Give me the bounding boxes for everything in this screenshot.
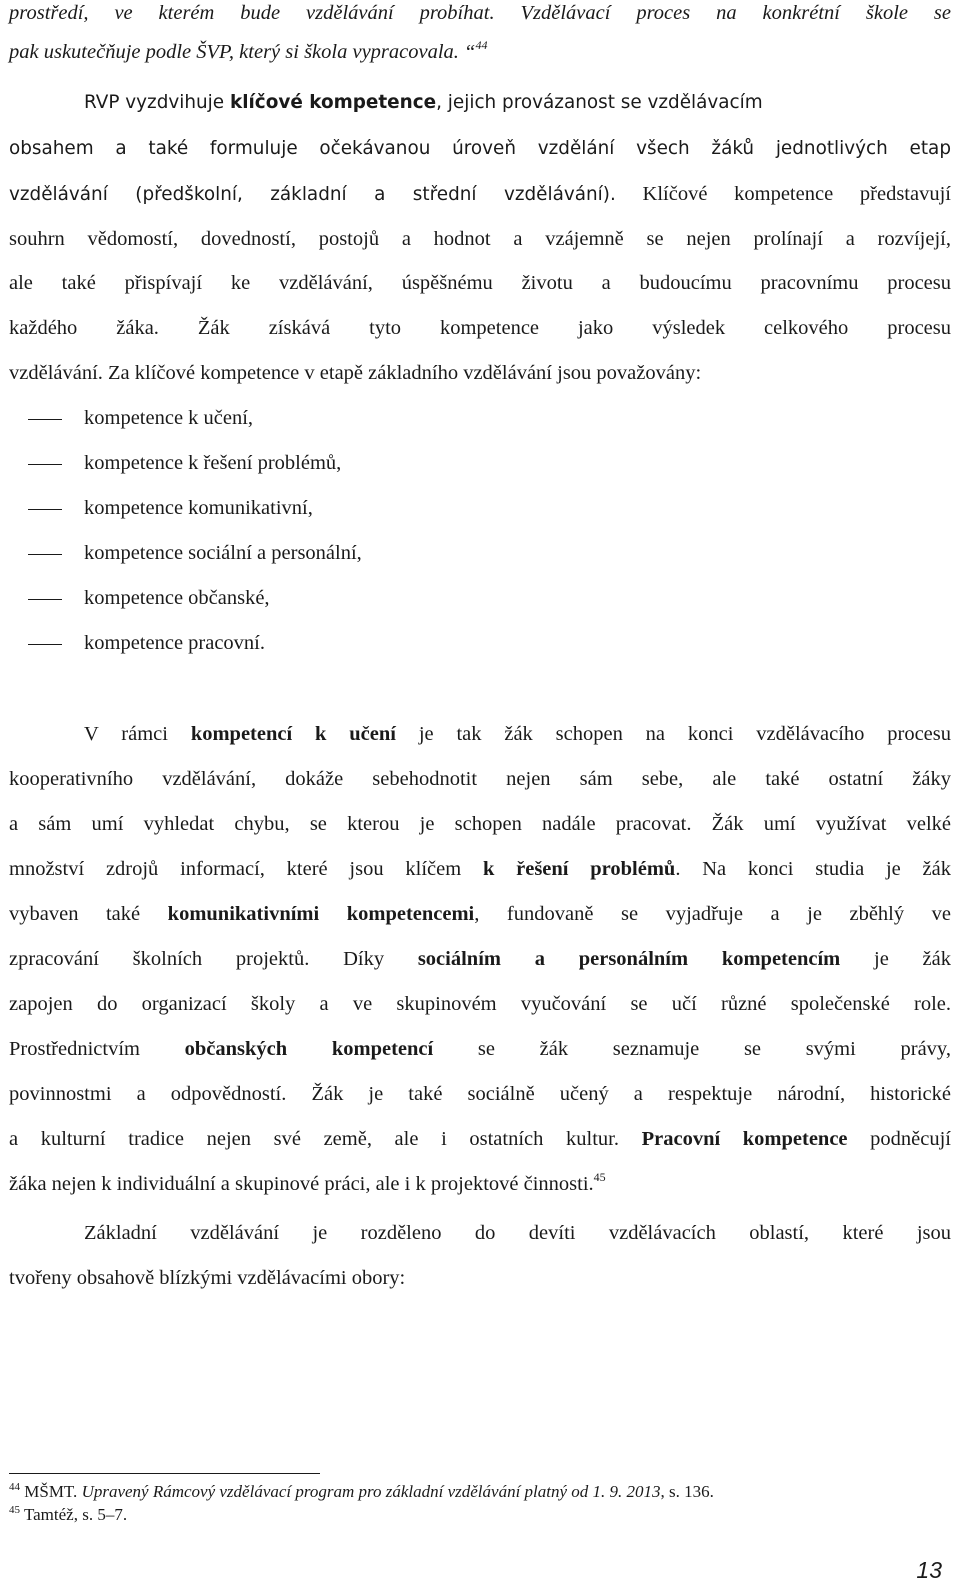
list-item: kompetence k učení, xyxy=(84,407,254,429)
text-line: pak uskutečňuje podle ŠVP, který si škola vypracovala. “$^{44}$ xyxy=(9,38,488,63)
text-line: tvořeny obsahově blízkými vzdělávacími obory: xyxy=(9,1267,406,1289)
footnote: $^{45}$ Tamtéž, s. 5–7. xyxy=(9,1504,128,1524)
text-line: kooperativního vzdělávání, dokáže sebehodnotit nejen sám sebe, ale také ostatní žáky xyxy=(9,768,951,790)
text-line: souhrn vědomostí, dovedností, postojů a hodnot a vzájemně se nejen prolínají a rozvíjejí, xyxy=(9,228,951,250)
list-dash xyxy=(28,599,62,600)
footnote: $^{44}$ MŠMT. Upravený Rámcový vzdělávací program pro základní vzdělávání platný od 1. 9. 2013, s. 136. xyxy=(9,1481,714,1501)
text-line: Prostřednictvím občanských kompetencí se žák seznamuje se svými právy, xyxy=(9,1038,951,1060)
list-dash xyxy=(28,644,62,645)
text-line: zpracování školních projektů. Díky sociálním a personálním kompetencím je žák xyxy=(9,948,951,970)
text-line: povinnostmi a odpovědností. Žák je také sociálně učený a respektuje národní, historické xyxy=(9,1083,951,1105)
list-item: kompetence sociální a personální, xyxy=(84,542,362,564)
list-item: kompetence k řešení problémů, xyxy=(84,452,342,474)
list-dash xyxy=(28,554,62,555)
text-line: vybaven také komunikativními kompetencemi, fundovaně se vyjadřuje a je zběhlý ve xyxy=(9,903,952,925)
text-line: Základní vzdělávání je rozděleno do devíti vzdělávacích oblastí, které jsou xyxy=(84,1222,951,1244)
list-dash xyxy=(28,464,62,465)
text-line: obsahem a také formuluje očekávanou úroveň vzdělání všech žáků jednotlivých etap xyxy=(9,138,951,159)
text-line: množství zdrojů informací, které jsou klíčem k řešení problémů. Na konci studia je žák xyxy=(9,858,951,880)
text-line: RVP vyzdvihuje klíčové kompetence, jejich provázanost se vzdělávacím xyxy=(84,92,763,113)
text-line: žáka nejen k individuální a skupinové práci, ale i k projektové činnosti.$^{45}$ xyxy=(9,1170,606,1195)
page-number: 13 xyxy=(916,1557,942,1583)
list-item: kompetence komunikativní, xyxy=(84,497,313,519)
list-dash xyxy=(28,509,62,510)
footnote-ref: 45 xyxy=(593,1170,606,1184)
list-item: kompetence občanské, xyxy=(84,587,270,609)
footnote-separator xyxy=(9,1473,320,1474)
text-line: vzdělávání (předškolní, základní a střední vzdělávání). Klíčové kompetence představují xyxy=(9,183,951,205)
list-item: kompetence pracovní. xyxy=(84,632,266,654)
list-dash xyxy=(28,419,62,420)
text-line: ale také přispívají ke vzdělávání, úspěšnému životu a budoucímu pracovnímu procesu xyxy=(9,272,951,294)
text-line: prostředí, ve kterém bude vzdělávání probíhat. Vzdělávací proces na konkrétní škole se xyxy=(9,2,951,24)
text-line: a kulturní tradice nejen své země, ale i ostatních kultur. Pracovní kompetence podněcují xyxy=(9,1128,951,1150)
footnote-ref: 44 xyxy=(475,38,488,52)
text-line: a sám umí vyhledat chybu, se kterou je schopen nadále pracovat. Žák umí využívat velké xyxy=(9,813,951,835)
text-line: zapojen do organizací školy a ve skupinovém vyučování se učí různé společenské role. xyxy=(9,993,951,1015)
text-line: vzdělávání. Za klíčové kompetence v etapě základního vzdělávání jsou považovány: xyxy=(9,362,702,384)
text-line: každého žáka. Žák získává tyto kompetence jako výsledek celkového procesu xyxy=(9,317,951,339)
text-line: V rámci kompetencí k učení je tak žák schopen na konci vzdělávacího procesu xyxy=(84,723,952,745)
